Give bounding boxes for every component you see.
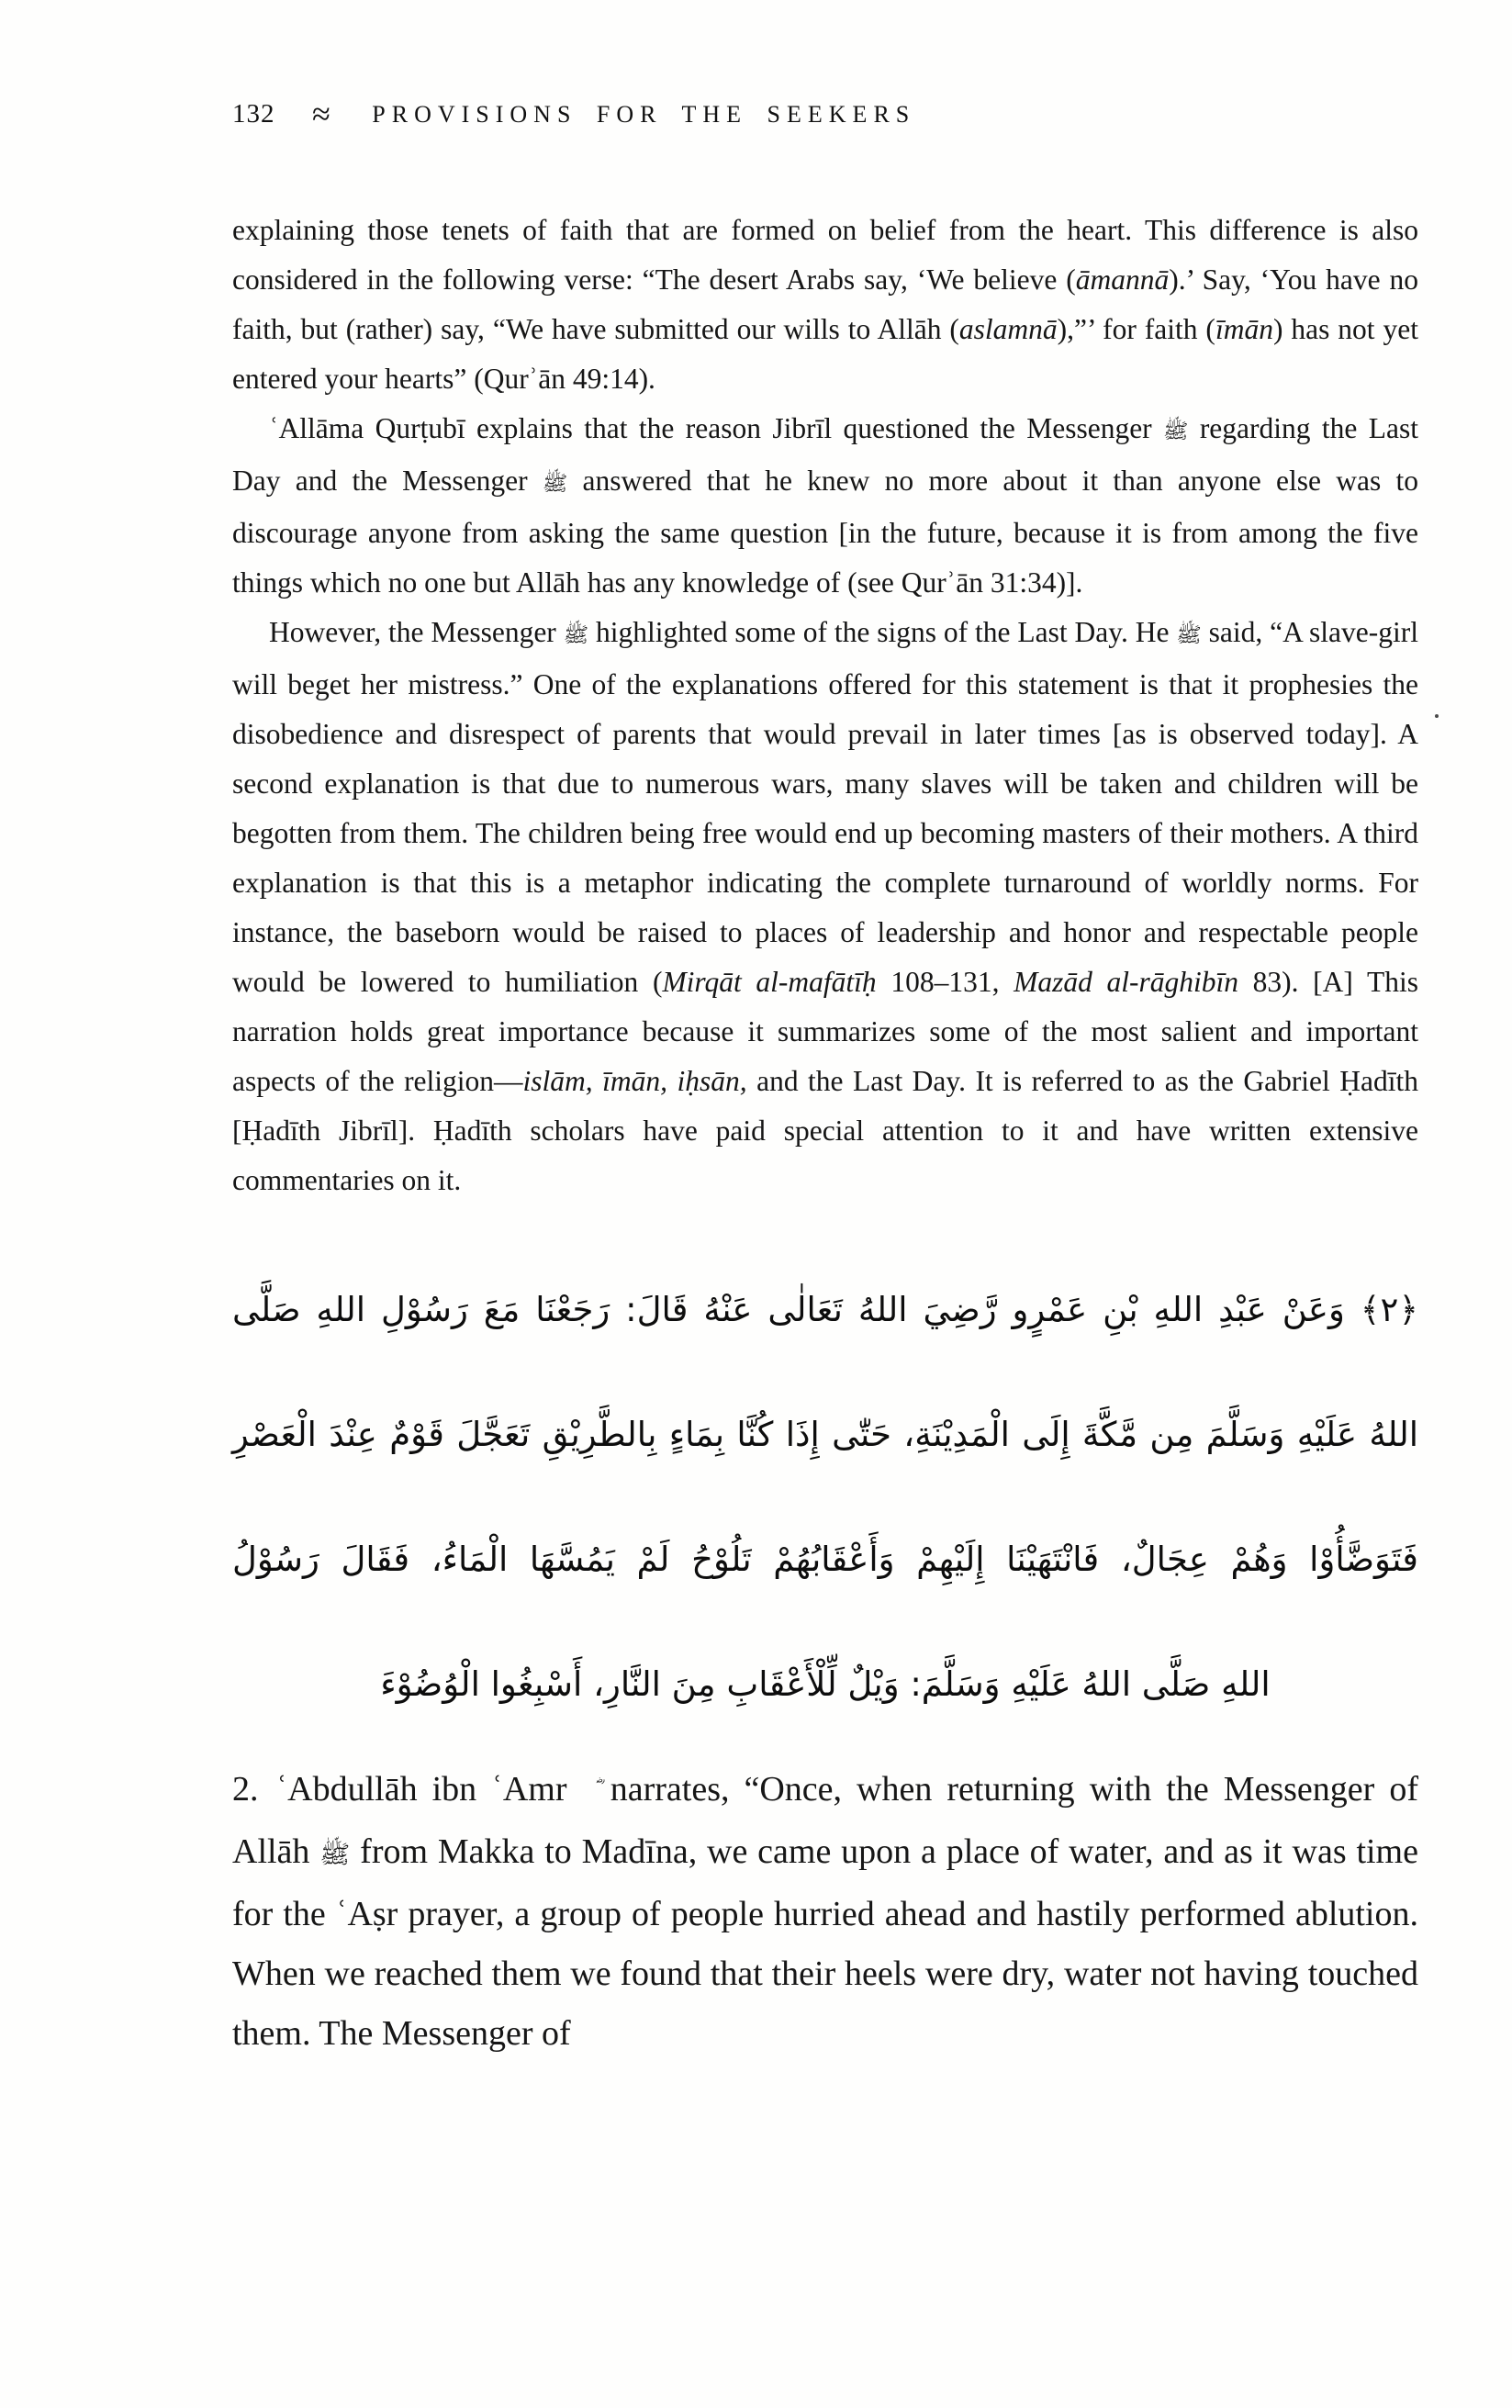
- text-segment: said, “A slave-girl will beget her mistress.” One of the explanations offered for this statement is that it prophesies the disobedience and disrespect of parents that would prevail in later times [as is observed today]. A second explanation is that due to numerous wars, many slaves will be taken and children will be begotten from them. The children being free would end up becoming masters of their mothers. A third explanation is that this is a metaphor indicating the complete turnaround of worldly norms. For instance, the baseborn would be raised to places of leadership and honor and respectable people would be lowered to humiliation (: [232, 616, 1418, 998]
- page-number: 132: [232, 99, 275, 129]
- hadith-translation-paragraph: [232, 1760, 1418, 2064]
- honorific-icon: ؓ: [581, 1778, 596, 1807]
- text-segment: ) has not yet entered your hearts” (Qurʾān 49:14).: [232, 313, 1418, 395]
- commentary-section: [232, 206, 1418, 1205]
- text-segment: 2. ʿAbdullāh ibn ʿAmr: [232, 1770, 582, 1809]
- text-segment: 108–131,: [876, 966, 1014, 998]
- arabic-hadith-line-1: ﴿٢﴾ وَعَنْ عَبْدِ اللهِ بْنِ عَمْرٍو رَّضِيَ اللهُ تَعَالٰى عَنْهُ قَالَ: رَجَعْنَا مَعَ رَسُوْلِ اللهِ صَلَّى: [232, 1290, 1418, 1329]
- arabic-hadith-line-2: اللهُ عَلَيْهِ وَسَلَّمَ مِن مَّكَّةَ إِلَى الْمَدِيْنَةِ، حَتّٰى إِذَا كُنَّا بِمَاءٍ بِالطَّرِيْقِ تَعَجَّلَ قَوْمٌ عِنْدَ الْعَصْرِ: [232, 1415, 1418, 1454]
- header-ornament-icon: ≈: [311, 95, 330, 132]
- arabic-hadith-line-3: فَتَوَضَّأُوْا وَهُمْ عِجَالٌ، فَانْتَهَيْنَا إِلَيْهِمْ وَأَعْقَابُهُمْ تَلُوْحُ لَمْ يَمُسَّهَا الْمَاءُ، فَقَالَ رَسُوْلُ: [232, 1540, 1418, 1579]
- text-block: [232, 0, 1418, 2064]
- text-segment: ʿAllāma Qurṭubī explains that the reason Jibrīl questioned the Messenger: [269, 412, 1164, 444]
- text-segment: 83). [A] This narration holds great importance because it summarizes some of the most salient and important aspects of the religion—: [232, 966, 1418, 1097]
- commentary-paragraph-1: [232, 206, 1418, 404]
- text-segment: āmannā: [1075, 263, 1170, 296]
- text-segment: from Makka to Madīna, we came upon a place of water, and as it was time for the ʿAṣr prayer, a group of people hurried ahead and hastily performed ablution. When we reached them we found that their heels were dry, water not having touched them. The Messenger of: [232, 1832, 1418, 2053]
- text-segment: ).’ Say, ‘You have no faith, but (rather) say, “We have submitted our wills to Allāh (: [232, 263, 1418, 345]
- text-segment: aslamnā: [958, 313, 1058, 345]
- text-segment: ),”’ for faith (: [1057, 313, 1215, 345]
- text-segment: narrates, “Once, when returning with the Messenger of Allāh: [232, 1770, 1418, 1871]
- text-segment: regarding the Last Day and the Messenger: [232, 412, 1418, 497]
- honorific-icon: ﷺ: [1176, 623, 1202, 647]
- arabic-hadith-line-4: اللهِ صَلَّى اللهُ عَلَيْهِ وَسَلَّمَ: وَيْلٌ لِّلْأَعْقَابِ مِنَ النَّارِ، أَسْبِغُوا الْوُضُوْءَ: [380, 1664, 1271, 1704]
- text-segment: īmān: [1215, 313, 1273, 345]
- honorific-icon: ﷺ: [542, 472, 568, 496]
- honorific-icon: ﷺ: [563, 623, 589, 647]
- hadith-translation-section: [232, 1760, 1418, 2064]
- text-segment: explaining those tenets of faith that are formed on belief from the heart. This difference is also considered in the following verse: “The desert Arabs say, ‘We believe (: [232, 214, 1418, 296]
- text-segment: However, the Messenger: [269, 616, 564, 648]
- commentary-paragraph-3: [232, 608, 1418, 1205]
- scan-speck: [1435, 714, 1439, 718]
- text-segment: answered that he knew no more about it than anyone else was to discourage anyone from asking the same question [in the future, because it is from among the five things which no one but Allāh has any knowledge of (see Qurʾān 31:34)].: [232, 465, 1418, 599]
- commentary-paragraph-2: [232, 404, 1418, 608]
- honorific-icon: ﷺ: [1163, 420, 1189, 443]
- text-segment: islām, īmān, iḥsān,: [522, 1065, 747, 1097]
- page-header: [232, 0, 1418, 130]
- text-segment: Mirqāt al-mafātīḥ: [662, 966, 877, 998]
- text-segment: Mazād al-rāghibīn: [1014, 966, 1239, 998]
- text-segment: highlighted some of the signs of the Last Day. He: [588, 616, 1177, 648]
- text-segment: and the Last Day. It is referred to as the Gabriel Ḥadīth [Ḥadīth Jibrīl]. Ḥadīth scholars have paid special attention to it and have written extensive commentaries on it.: [232, 1065, 1418, 1196]
- running-title: PROVISIONS FOR THE SEEKERS: [372, 101, 916, 128]
- honorific-icon: ﷺ: [319, 1841, 351, 1869]
- arabic-hadith-block: [232, 1248, 1418, 1747]
